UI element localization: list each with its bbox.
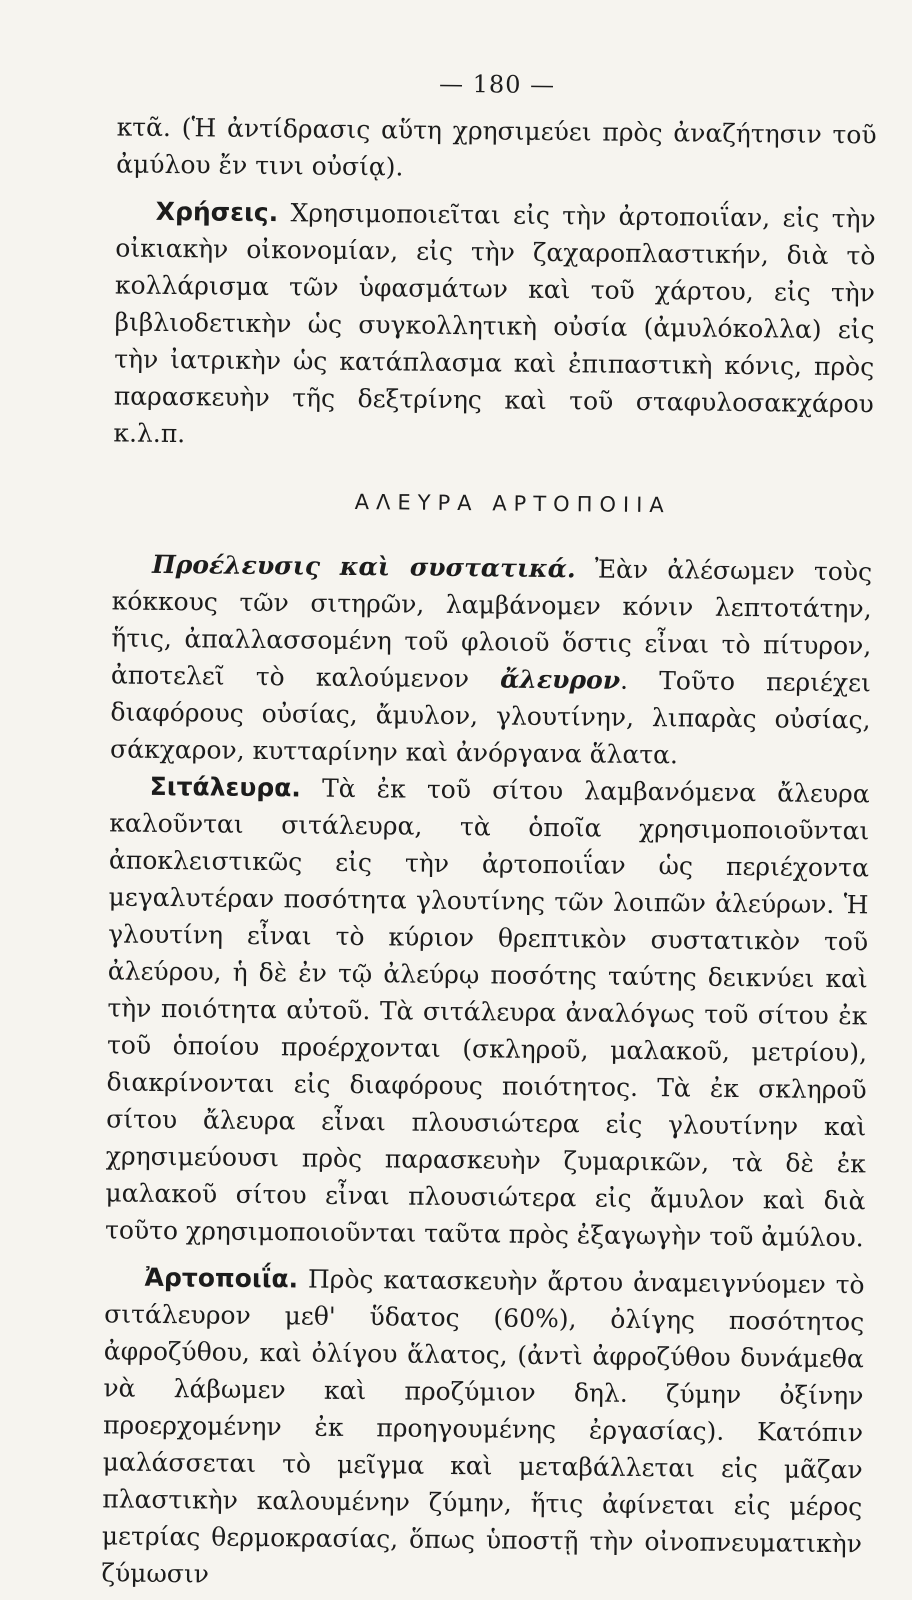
- paragraph-artopoiia: [101, 1258, 864, 1599]
- paragraph-lead-sitaleura: Σιτάλευρα.: [149, 771, 302, 803]
- paragraph-lead-artopoiia: Ἀρτοποιΐα.: [144, 1262, 299, 1294]
- paragraph-uses: [113, 192, 876, 459]
- section-heading: ΑΛΕΥΡΑ ΑΡΤΟΠΟΙΙΑ: [354, 489, 671, 518]
- page-number: — 180 —: [438, 69, 556, 100]
- paragraph-origin: [110, 545, 872, 775]
- paragraph-lead-uses: Χρήσεις.: [155, 196, 279, 228]
- paragraph-text-sitaleura: Τὰ ἐκ τοῦ σίτου λαμβανόμενα ἄλευρα καλοῦνται σιτάλευρα, τὰ ὁποῖα χρησιμοποιοῦνται ἀποκλειστικῶς εἰς τὴν ἀρτοποιΐαν ὡς περιέχοντα μεγαλυτέραν ποσότητα γλουτίνης τῶν λοιπῶν ἀλεύρων. Ἡ γλουτίνη εἶναι τὸ κύριον θρεπτικὸν συστατικὸν τοῦ ἀλεύρου, ἡ δὲ ἐν τῷ ἀλεύρῳ ποσότης ταύτης δεικνύει καὶ τὴν ποιότητα αὐτοῦ. Τὰ σιτάλευρα ἀναλόγως τοῦ σίτου ἐκ τοῦ ὁποίου προέρχονται (σκληροῦ, μαλακοῦ, μετρίου), διακρίνονται εἰς διαφόρους ποιότητος. Τὰ ἐκ σκληροῦ σίτου ἄλευρα εἶναι πλουσιώτερα εἰς γλουτίνην καὶ χρησιμεύουσι πρὸς παρασκευὴν ζυμαρικῶν, τὰ δὲ ἐκ μαλακοῦ σίτου εἶναι πλουσιώτερα εἰς ἄμυλον καὶ διὰ τοῦτο χρησιμοποιοῦνται ταῦτα πρὸς ἐξαγωγὴν τοῦ ἀμύλου.: [104, 773, 870, 1253]
- paragraph-text-artopoiia: Πρὸς κατασκευὴν ἄρτου ἀναμειγνύομεν τὸ σιτάλευρον μεθ' ὕδατος (60%), ὀλίγης ποσότητος ἀφροζύθου, καὶ ὀλίγου ἅλατος, (ἀντὶ ἀφροζύθου δυνάμεθα νὰ λάβωμεν καὶ προζύμιον δηλ. ζύμην ὀξίνην προερχομένην ἐκ προηγουμένης ἐργασίας). Κατόπιν μαλάσσεται τὸ μεῖγμα καὶ μεταβάλλεται εἰς μᾶζαν πλαστικὴν καλουμένην ζύμην, ἥτις ἀφίνεται εἰς μέρος μετρίας θερμοκρασίας, ὅπως ὑποστῇ τὴν οἰνοπνευματικὴν ζύμωσιν: [101, 1264, 865, 1589]
- paragraph-text-origin-1: Ἐὰν ἀλέσωμεν τοὺς κόκκους τῶν σιτηρῶν, λαμβάνομεν κόνιν λεπτοτάτην, ἥτις, ἀπαλλασσομένη τοῦ φλοιοῦ ὅστις εἶναι τὸ πίτυρον, ἀποτελεῖ τὸ καλούμενον: [110, 554, 873, 694]
- paragraph-lead-origin: Προέλευσις καὶ συστατικά.: [151, 549, 576, 584]
- paragraph-text-origin-2: . Τοῦτο περιέχει διαφόρους οὐσίας, ἄμυλον, γλουτίνην, λιπαρὰς οὐσίας, σάκχαρον, κυτταρίνην καὶ ἀνόργανα ἅλατα.: [109, 665, 872, 770]
- paragraph-sitaleura: [105, 767, 870, 1256]
- paragraph-starch-test: κτᾶ. (Ἡ ἀντίδρασις αὕτη χρησιμεύει πρὸς ἀναζήτησιν τοῦ ἀμύλου ἔν τινι οὐσίᾳ).: [116, 112, 877, 182]
- paragraph-text-uses: Χρησιμοποιεῖται εἰς τὴν ἀρτοποιΐαν, εἰς τὴν οἰκιακὴν οἰκονομίαν, εἰς τὴν ζαχαροπλαστικήν, διὰ τὸ κολλάρισμα τῶν ὑφασμάτων καὶ τοῦ χάρτου, εἰς τὴν βιβλιοδετικὴν ὡς συγκολλητικὴ οὐσία (ἀμυλόκολλα) εἰς τὴν ἰατρικὴν ὡς κατάπλασμα καὶ ἐπιπαστικὴ κόνις, πρὸς παρασκευὴν τῆς δεξτρίνης καὶ τοῦ σταφυλοσακχάρου κ.λ.π.: [113, 198, 876, 449]
- emphasis-aleuron: ἄλευρον: [500, 664, 621, 695]
